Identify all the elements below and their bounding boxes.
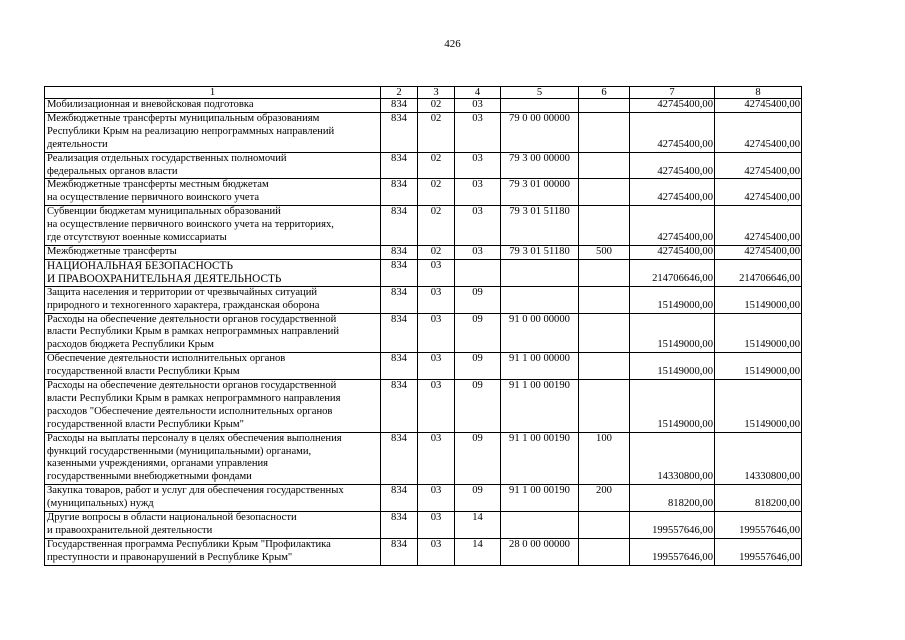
cell-target xyxy=(501,512,579,539)
cell-amount: 199557646,00 xyxy=(630,538,715,565)
cell-subsection: 03 xyxy=(455,179,501,206)
column-header: 7 xyxy=(630,87,715,99)
table-row xyxy=(45,206,802,246)
cell-code: 834 xyxy=(381,512,418,539)
cell-target: 91 1 00 00000 xyxy=(501,353,579,380)
cell-section: 02 xyxy=(418,99,455,113)
cell-amount: 42745400,00 xyxy=(630,152,715,179)
cell-section: 02 xyxy=(418,112,455,152)
cell-section: 03 xyxy=(418,538,455,565)
cell-expense-type xyxy=(579,259,630,286)
cell-subsection: 03 xyxy=(455,245,501,259)
cell-subsection: 09 xyxy=(455,353,501,380)
cell-amount: 42745400,00 xyxy=(630,179,715,206)
cell-expense-type xyxy=(579,313,630,353)
cell-code: 834 xyxy=(381,286,418,313)
cell-section: 03 xyxy=(418,380,455,433)
table-row xyxy=(45,432,802,485)
cell-target: 79 3 00 00000 xyxy=(501,152,579,179)
cell-section: 02 xyxy=(418,179,455,206)
cell-amount: 42745400,00 xyxy=(715,179,802,206)
table-body xyxy=(45,99,802,566)
cell-code: 834 xyxy=(381,179,418,206)
cell-name: Закупка товаров, работ и услуг для обеспечения государственных (муниципальных) нужд xyxy=(45,485,381,512)
cell-name: Государственная программа Республики Крым "Профилактика преступности и правонарушений в Республике Крым" xyxy=(45,538,381,565)
table-row xyxy=(45,245,802,259)
cell-amount: 42745400,00 xyxy=(630,206,715,246)
cell-amount: 42745400,00 xyxy=(630,99,715,113)
cell-amount: 42745400,00 xyxy=(715,245,802,259)
column-header: 3 xyxy=(418,87,455,99)
table-row xyxy=(45,259,802,286)
cell-amount: 199557646,00 xyxy=(715,512,802,539)
cell-amount: 14330800,00 xyxy=(715,432,802,485)
table-row xyxy=(45,152,802,179)
cell-expense-type: 200 xyxy=(579,485,630,512)
page-number: 426 xyxy=(444,38,461,50)
cell-code: 834 xyxy=(381,313,418,353)
cell-expense-type xyxy=(579,538,630,565)
cell-target: 79 0 00 00000 xyxy=(501,112,579,152)
cell-target: 79 3 01 51180 xyxy=(501,245,579,259)
cell-code: 834 xyxy=(381,99,418,113)
cell-section: 02 xyxy=(418,206,455,246)
cell-target: 79 3 01 51180 xyxy=(501,206,579,246)
cell-section: 03 xyxy=(418,259,455,286)
cell-name: Межбюджетные трансферты xyxy=(45,245,381,259)
table-row xyxy=(45,179,802,206)
cell-amount: 15149000,00 xyxy=(630,353,715,380)
budget-table xyxy=(44,86,802,566)
table-row xyxy=(45,538,802,565)
cell-name: Расходы на обеспечение деятельности органов государственной власти Республики Крым в рамках непрограммного направления расходов "Обеспечение деятельности исполнительных органов государственной власти Республики Крым" xyxy=(45,380,381,433)
cell-code: 834 xyxy=(381,112,418,152)
cell-amount: 42745400,00 xyxy=(715,99,802,113)
cell-amount: 15149000,00 xyxy=(715,313,802,353)
cell-name: Мобилизационная и вневойсковая подготовка xyxy=(45,99,381,113)
cell-subsection: 09 xyxy=(455,485,501,512)
column-header: 4 xyxy=(455,87,501,99)
cell-name: НАЦИОНАЛЬНАЯ БЕЗОПАСНОСТЬ И ПРАВООХРАНИТЕЛЬНАЯ ДЕЯТЕЛЬНОСТЬ xyxy=(45,259,381,286)
cell-expense-type: 500 xyxy=(579,245,630,259)
cell-target: 91 0 00 00000 xyxy=(501,313,579,353)
cell-subsection: 03 xyxy=(455,206,501,246)
cell-section: 03 xyxy=(418,512,455,539)
cell-amount: 42745400,00 xyxy=(630,245,715,259)
cell-name: Обеспечение деятельности исполнительных органов государственной власти Республики Крым xyxy=(45,353,381,380)
column-header: 5 xyxy=(501,87,579,99)
cell-amount: 818200,00 xyxy=(715,485,802,512)
cell-expense-type xyxy=(579,380,630,433)
cell-section: 02 xyxy=(418,152,455,179)
cell-target xyxy=(501,259,579,286)
cell-expense-type xyxy=(579,286,630,313)
cell-section: 03 xyxy=(418,313,455,353)
cell-target xyxy=(501,286,579,313)
cell-name: Защита населения и территории от чрезвычайных ситуаций природного и техногенного характера, гражданская оборона xyxy=(45,286,381,313)
cell-amount: 42745400,00 xyxy=(630,112,715,152)
cell-target: 91 1 00 00190 xyxy=(501,380,579,433)
cell-section: 03 xyxy=(418,432,455,485)
column-header: 8 xyxy=(715,87,802,99)
cell-subsection xyxy=(455,259,501,286)
cell-subsection: 14 xyxy=(455,512,501,539)
cell-name: Реализация отдельных государственных полномочий федеральных органов власти xyxy=(45,152,381,179)
cell-expense-type xyxy=(579,112,630,152)
cell-code: 834 xyxy=(381,259,418,286)
cell-amount: 199557646,00 xyxy=(630,512,715,539)
cell-code: 834 xyxy=(381,245,418,259)
cell-name: Расходы на обеспечение деятельности органов государственной власти Республики Крым в рамках непрограммных направлений расходов бюджета Республики Крым xyxy=(45,313,381,353)
cell-subsection: 03 xyxy=(455,99,501,113)
table-row xyxy=(45,380,802,433)
cell-amount: 42745400,00 xyxy=(715,206,802,246)
cell-amount: 15149000,00 xyxy=(630,313,715,353)
cell-name: Межбюджетные трансферты местным бюджетам на осуществление первичного воинского учета xyxy=(45,179,381,206)
cell-amount: 14330800,00 xyxy=(630,432,715,485)
table-row xyxy=(45,485,802,512)
table-row xyxy=(45,512,802,539)
cell-expense-type xyxy=(579,353,630,380)
cell-section: 03 xyxy=(418,353,455,380)
cell-expense-type xyxy=(579,512,630,539)
cell-target: 91 1 00 00190 xyxy=(501,432,579,485)
cell-amount: 15149000,00 xyxy=(715,286,802,313)
cell-target: 79 3 01 00000 xyxy=(501,179,579,206)
cell-code: 834 xyxy=(381,152,418,179)
cell-amount: 214706646,00 xyxy=(715,259,802,286)
cell-subsection: 09 xyxy=(455,286,501,313)
cell-target xyxy=(501,99,579,113)
table-row xyxy=(45,112,802,152)
cell-section: 03 xyxy=(418,485,455,512)
cell-subsection: 09 xyxy=(455,313,501,353)
cell-expense-type xyxy=(579,206,630,246)
cell-code: 834 xyxy=(381,432,418,485)
cell-amount: 214706646,00 xyxy=(630,259,715,286)
cell-subsection: 09 xyxy=(455,380,501,433)
cell-name: Межбюджетные трансферты муниципальным образованиям Республики Крым на реализацию непрограммных направлений деятельности xyxy=(45,112,381,152)
cell-expense-type: 100 xyxy=(579,432,630,485)
cell-amount: 42745400,00 xyxy=(715,112,802,152)
table-row xyxy=(45,313,802,353)
cell-amount: 15149000,00 xyxy=(715,380,802,433)
cell-code: 834 xyxy=(381,206,418,246)
cell-subsection: 14 xyxy=(455,538,501,565)
cell-target: 28 0 00 00000 xyxy=(501,538,579,565)
header-row xyxy=(45,87,802,99)
cell-amount: 15149000,00 xyxy=(630,286,715,313)
cell-expense-type xyxy=(579,99,630,113)
column-header: 1 xyxy=(45,87,381,99)
cell-subsection: 09 xyxy=(455,432,501,485)
cell-code: 834 xyxy=(381,353,418,380)
cell-amount: 15149000,00 xyxy=(715,353,802,380)
column-header: 2 xyxy=(381,87,418,99)
cell-subsection: 03 xyxy=(455,112,501,152)
cell-name: Другие вопросы в области национальной безопасности и правоохранительной деятельности xyxy=(45,512,381,539)
cell-code: 834 xyxy=(381,538,418,565)
table-row xyxy=(45,286,802,313)
cell-amount: 199557646,00 xyxy=(715,538,802,565)
cell-name: Расходы на выплаты персоналу в целях обеспечения выполнения функций государственными (муниципальными) органами, казенными учреждениями, органами управления государственными внебюджетными фондами xyxy=(45,432,381,485)
cell-target: 91 1 00 00190 xyxy=(501,485,579,512)
cell-section: 03 xyxy=(418,286,455,313)
cell-expense-type xyxy=(579,152,630,179)
cell-amount: 15149000,00 xyxy=(630,380,715,433)
cell-amount: 42745400,00 xyxy=(715,152,802,179)
table-row xyxy=(45,353,802,380)
cell-expense-type xyxy=(579,179,630,206)
cell-section: 02 xyxy=(418,245,455,259)
cell-name: Субвенции бюджетам муниципальных образований на осуществление первичного воинского учета на территориях, где отсутствуют военные комиссариаты xyxy=(45,206,381,246)
cell-subsection: 03 xyxy=(455,152,501,179)
cell-code: 834 xyxy=(381,380,418,433)
table-row xyxy=(45,99,802,113)
column-header: 6 xyxy=(579,87,630,99)
cell-amount: 818200,00 xyxy=(630,485,715,512)
cell-code: 834 xyxy=(381,485,418,512)
